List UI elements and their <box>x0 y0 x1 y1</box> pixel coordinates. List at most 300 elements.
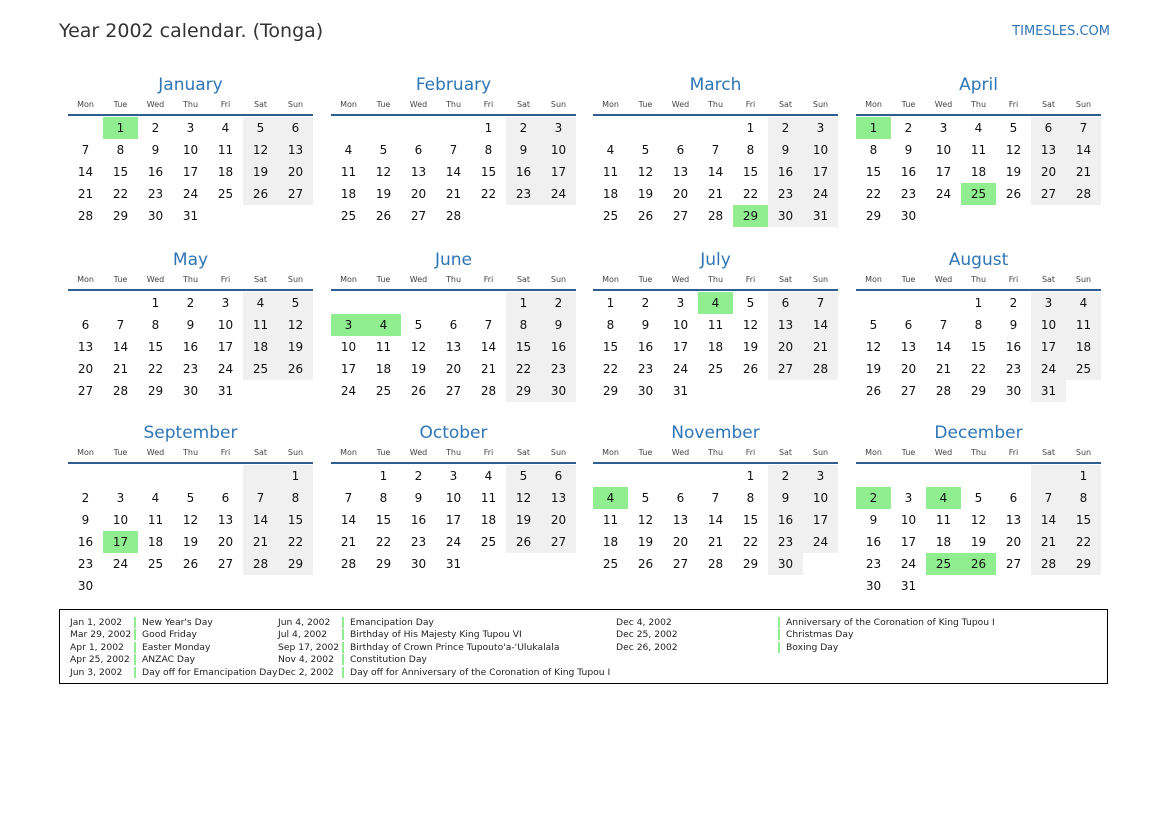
holiday-name: Constitution Day <box>350 654 427 666</box>
day-cell: 25 <box>217 187 234 201</box>
empty-cell <box>593 117 628 139</box>
day-cell: 22 <box>506 358 541 380</box>
weekday-label: Thu <box>182 448 199 457</box>
day-cell: 8 <box>484 143 493 157</box>
day-cell: 4 <box>974 121 983 135</box>
day-cell: 25 <box>243 358 278 380</box>
day-cell: 25 <box>480 535 497 549</box>
empty-cell <box>401 117 436 139</box>
day-cell: 12 <box>970 513 987 527</box>
day-cell: 16 <box>506 161 541 183</box>
day-cell: 12 <box>637 165 654 179</box>
weekday-label: Wed <box>409 448 428 457</box>
day-cell: 29 <box>112 209 129 223</box>
day-cell: 2 <box>414 469 423 483</box>
site-link[interactable]: TIMESLES.COM <box>1012 24 1110 39</box>
weekday-label: Sun <box>1075 275 1092 284</box>
day-grid <box>68 465 313 597</box>
weekday-label: Wed <box>146 448 165 457</box>
day-cell: 24 <box>803 183 838 205</box>
weekday-header <box>856 98 1101 112</box>
month-title: May <box>172 250 209 270</box>
day-cell: 13 <box>217 513 234 527</box>
header-rule <box>331 289 576 291</box>
empty-cell <box>68 292 103 314</box>
day-cell: 27 <box>541 531 576 553</box>
day-cell: 14 <box>445 165 462 179</box>
day-cell: 20 <box>445 362 462 376</box>
day-cell: 22 <box>147 362 164 376</box>
day-cell: 27 <box>1031 183 1066 205</box>
weekday-header <box>856 446 1101 460</box>
day-cell: 16 <box>865 535 882 549</box>
day-cell: 22 <box>742 535 759 549</box>
weekday-label: Mon <box>865 100 882 109</box>
day-cell: 21 <box>480 362 497 376</box>
day-cell: 18 <box>602 535 619 549</box>
day-cell: 15 <box>970 340 987 354</box>
day-cell: 28 <box>935 384 952 398</box>
weekday-label: Fri <box>745 275 756 284</box>
weekday-label: Wed <box>934 100 953 109</box>
weekday-label: Fri <box>220 275 231 284</box>
day-cell: 9 <box>904 143 913 157</box>
day-cell: 20 <box>77 362 94 376</box>
day-cell: 15 <box>480 165 497 179</box>
weekday-label: Mon <box>602 448 619 457</box>
holiday-name: New Year's Day <box>142 616 213 628</box>
day-cell: 8 <box>379 491 388 505</box>
holiday-marker <box>342 629 344 640</box>
weekday-label: Wed <box>671 275 690 284</box>
weekday-label: Sun <box>287 275 304 284</box>
holiday-date: Jan 1, 2002 <box>70 616 123 628</box>
weekday-label: Sat <box>778 448 793 457</box>
day-cell: 23 <box>182 362 199 376</box>
day-cell: 7 <box>711 143 720 157</box>
day-cell: 17 <box>935 165 952 179</box>
empty-cell <box>138 465 173 487</box>
weekday-label: Mon <box>602 100 619 109</box>
day-cell: 28 <box>1031 553 1066 575</box>
day-cell: 31 <box>217 384 234 398</box>
holiday-marker <box>342 654 344 665</box>
day-cell: 18 <box>480 513 497 527</box>
day-cell: 25 <box>1066 358 1101 380</box>
day-cell: 17 <box>445 513 462 527</box>
weekday-label: Thu <box>707 100 724 109</box>
day-cell: 18 <box>147 535 164 549</box>
month-title: April <box>959 75 998 95</box>
holiday-name: Emancipation Day <box>350 616 434 628</box>
day-cell: 14 <box>707 165 724 179</box>
day-cell: 11 <box>602 513 619 527</box>
weekday-label: Sat <box>516 275 531 284</box>
month-july <box>593 249 838 402</box>
day-cell: 10 <box>340 340 357 354</box>
day-cell: 2 <box>541 292 576 314</box>
day-cell: 18 <box>340 187 357 201</box>
month-title: November <box>671 423 760 443</box>
weekday-label: Wed <box>934 448 953 457</box>
header-rule <box>856 114 1101 116</box>
holiday-name: Easter Monday <box>142 641 211 653</box>
day-cell: 18 <box>602 187 619 201</box>
day-cell: 10 <box>112 513 129 527</box>
month-february <box>331 74 576 227</box>
holiday-row <box>778 629 995 642</box>
day-cell: 4 <box>484 469 493 483</box>
day-cell: 20 <box>672 187 689 201</box>
weekday-label: Mon <box>865 275 882 284</box>
day-cell: 28 <box>340 557 357 571</box>
month-october <box>331 422 576 575</box>
day-cell: 12 <box>506 487 541 509</box>
day-cell: 21 <box>1031 531 1066 553</box>
day-cell: 7 <box>711 491 720 505</box>
day-cell: 26 <box>1005 187 1022 201</box>
day-cell: 29 <box>970 384 987 398</box>
day-cell: 21 <box>445 187 462 201</box>
day-cell: 14 <box>935 340 952 354</box>
empty-cell <box>1066 575 1101 597</box>
month-january <box>68 74 313 227</box>
month-june <box>331 249 576 402</box>
day-cell: 6 <box>1009 491 1018 505</box>
day-cell: 1 <box>974 296 983 310</box>
empty-cell <box>996 205 1031 227</box>
weekday-label: Thu <box>970 275 987 284</box>
empty-cell <box>1031 205 1066 227</box>
weekday-label: Sun <box>812 100 829 109</box>
day-cell: 27 <box>672 209 689 223</box>
day-cell: 22 <box>480 187 497 201</box>
weekday-label: Thu <box>445 448 462 457</box>
day-cell: 28 <box>480 384 497 398</box>
empty-cell <box>961 465 996 487</box>
day-cell: 24 <box>803 531 838 553</box>
day-cell: 7 <box>344 491 353 505</box>
day-cell: 13 <box>672 165 689 179</box>
weekday-label: Mon <box>865 448 882 457</box>
empty-cell <box>1066 205 1101 227</box>
day-grid <box>593 465 838 575</box>
holiday-marker <box>134 617 136 628</box>
day-cell: 4 <box>926 487 961 509</box>
day-cell: 9 <box>186 318 195 332</box>
day-cell: 13 <box>77 340 94 354</box>
empty-cell <box>331 292 366 314</box>
empty-cell <box>1031 465 1066 487</box>
day-cell: 3 <box>186 121 195 135</box>
day-cell: 8 <box>278 487 313 509</box>
empty-cell <box>243 205 278 227</box>
empty-cell <box>366 292 401 314</box>
month-title: January <box>158 75 223 95</box>
day-cell: 26 <box>637 209 654 223</box>
day-cell: 18 <box>1066 336 1101 358</box>
day-cell: 13 <box>1005 513 1022 527</box>
holiday-list <box>59 609 1108 684</box>
day-cell: 1 <box>606 296 615 310</box>
header-rule <box>68 114 313 116</box>
month-may <box>68 249 313 402</box>
day-cell: 17 <box>900 535 917 549</box>
day-cell: 6 <box>1031 117 1066 139</box>
day-cell: 15 <box>602 340 619 354</box>
day-cell: 1 <box>103 117 138 139</box>
month-march <box>593 74 838 227</box>
day-cell: 17 <box>672 340 689 354</box>
day-cell: 26 <box>243 183 278 205</box>
day-cell: 1 <box>506 292 541 314</box>
empty-cell <box>1031 575 1066 597</box>
weekday-header <box>331 273 576 287</box>
weekday-label: Mon <box>340 275 357 284</box>
day-cell: 3 <box>116 491 125 505</box>
day-cell: 16 <box>768 509 803 531</box>
day-cell: 14 <box>243 509 278 531</box>
weekday-label: Sun <box>550 275 567 284</box>
day-cell: 12 <box>742 318 759 332</box>
day-cell: 25 <box>602 557 619 571</box>
empty-cell <box>628 465 663 487</box>
weekday-label: Sun <box>1075 448 1092 457</box>
day-cell: 30 <box>541 380 576 402</box>
empty-cell <box>541 205 576 227</box>
weekday-label: Sat <box>516 448 531 457</box>
day-cell: 13 <box>445 340 462 354</box>
weekday-label: Sun <box>550 100 567 109</box>
day-cell: 19 <box>865 362 882 376</box>
day-cell: 24 <box>541 183 576 205</box>
day-cell: 17 <box>803 161 838 183</box>
day-grid <box>331 117 576 227</box>
day-cell: 31 <box>182 209 199 223</box>
day-cell: 10 <box>1031 314 1066 336</box>
day-cell: 21 <box>340 535 357 549</box>
day-cell: 5 <box>506 465 541 487</box>
month-title: September <box>143 423 238 443</box>
day-cell: 1 <box>151 296 160 310</box>
weekday-label: Sat <box>1041 275 1056 284</box>
weekday-label: Fri <box>1008 275 1019 284</box>
day-cell: 8 <box>869 143 878 157</box>
empty-cell <box>366 117 401 139</box>
month-title: June <box>434 250 473 270</box>
day-cell: 17 <box>541 161 576 183</box>
day-cell: 1 <box>746 121 755 135</box>
empty-cell <box>856 292 891 314</box>
day-cell: 23 <box>637 362 654 376</box>
day-cell: 17 <box>1031 336 1066 358</box>
day-cell: 20 <box>410 187 427 201</box>
day-cell: 17 <box>217 340 234 354</box>
day-cell: 22 <box>602 362 619 376</box>
day-cell: 14 <box>1031 509 1066 531</box>
day-cell: 30 <box>77 579 94 593</box>
weekday-label: Thu <box>182 100 199 109</box>
empty-cell <box>593 465 628 487</box>
empty-cell <box>1066 380 1101 402</box>
day-cell: 12 <box>637 513 654 527</box>
weekday-label: Thu <box>445 275 462 284</box>
day-cell: 10 <box>935 143 952 157</box>
day-cell: 6 <box>541 465 576 487</box>
month-title: October <box>419 423 488 443</box>
empty-cell <box>698 465 733 487</box>
weekday-label: Fri <box>483 448 494 457</box>
day-cell: 4 <box>344 143 353 157</box>
day-cell: 25 <box>375 384 392 398</box>
day-cell: 30 <box>768 205 803 227</box>
holiday-row <box>278 666 610 679</box>
day-cell: 25 <box>926 553 961 575</box>
empty-cell <box>173 575 208 597</box>
day-grid <box>593 292 838 402</box>
day-cell: 27 <box>278 183 313 205</box>
empty-cell <box>891 465 926 487</box>
day-cell: 14 <box>480 340 497 354</box>
day-cell: 8 <box>746 143 755 157</box>
day-cell: 26 <box>410 384 427 398</box>
day-cell: 16 <box>768 161 803 183</box>
holiday-name: Day off for Anniversary of the Coronation of King Tupou I <box>350 666 611 678</box>
day-cell: 8 <box>1066 487 1101 509</box>
empty-cell <box>278 575 313 597</box>
weekday-label: Wed <box>671 448 690 457</box>
month-november <box>593 422 838 575</box>
day-cell: 15 <box>278 509 313 531</box>
day-cell: 28 <box>707 557 724 571</box>
weekday-header <box>856 273 1101 287</box>
day-cell: 15 <box>865 165 882 179</box>
header-rule <box>593 114 838 116</box>
day-cell: 16 <box>410 513 427 527</box>
day-cell: 30 <box>410 557 427 571</box>
day-cell: 11 <box>217 143 234 157</box>
weekday-label: Sat <box>253 448 268 457</box>
day-cell: 13 <box>900 340 917 354</box>
empty-cell <box>208 205 243 227</box>
holiday-date: Jul 4, 2002 <box>278 629 328 641</box>
day-cell: 18 <box>707 340 724 354</box>
day-grid <box>68 117 313 227</box>
day-cell: 2 <box>641 296 650 310</box>
weekday-label: Tue <box>376 448 391 457</box>
day-cell: 3 <box>449 469 458 483</box>
empty-cell <box>698 117 733 139</box>
empty-cell <box>471 553 506 575</box>
day-cell: 2 <box>904 121 913 135</box>
day-cell: 15 <box>375 513 392 527</box>
day-cell: 12 <box>278 314 313 336</box>
day-cell: 13 <box>278 139 313 161</box>
weekday-label: Thu <box>970 448 987 457</box>
holiday-column-3-names <box>778 616 995 654</box>
day-cell: 7 <box>449 143 458 157</box>
day-cell: 29 <box>1066 553 1101 575</box>
day-cell: 9 <box>414 491 423 505</box>
day-cell: 21 <box>77 187 94 201</box>
empty-cell <box>541 553 576 575</box>
weekday-label: Sun <box>1075 100 1092 109</box>
day-cell: 10 <box>445 491 462 505</box>
weekday-label: Mon <box>340 100 357 109</box>
holiday-row <box>278 641 610 654</box>
day-cell: 26 <box>961 553 996 575</box>
day-cell: 10 <box>803 139 838 161</box>
day-cell: 27 <box>768 358 803 380</box>
day-cell: 19 <box>637 535 654 549</box>
empty-cell <box>996 465 1031 487</box>
day-cell: 3 <box>1031 292 1066 314</box>
day-cell: 11 <box>707 318 724 332</box>
weekday-label: Sun <box>550 448 567 457</box>
day-cell: 27 <box>77 384 94 398</box>
day-cell: 4 <box>243 292 278 314</box>
day-grid <box>593 117 838 227</box>
weekday-label: Thu <box>445 100 462 109</box>
day-cell: 23 <box>541 358 576 380</box>
month-december <box>856 422 1101 597</box>
day-cell: 5 <box>641 143 650 157</box>
day-cell: 7 <box>484 318 493 332</box>
weekday-label: Wed <box>934 275 953 284</box>
day-cell: 28 <box>77 209 94 223</box>
holiday-marker <box>778 629 780 640</box>
empty-cell <box>243 575 278 597</box>
empty-cell <box>926 575 961 597</box>
day-cell: 29 <box>865 209 882 223</box>
day-cell: 29 <box>742 557 759 571</box>
day-cell: 24 <box>217 362 234 376</box>
empty-cell <box>628 117 663 139</box>
day-grid <box>331 465 576 575</box>
day-cell: 16 <box>182 340 199 354</box>
day-cell: 27 <box>217 557 234 571</box>
day-cell: 12 <box>182 513 199 527</box>
day-cell: 20 <box>541 509 576 531</box>
month-title: December <box>934 423 1023 443</box>
empty-cell <box>856 465 891 487</box>
day-cell: 15 <box>506 336 541 358</box>
day-cell: 20 <box>217 535 234 549</box>
day-cell: 6 <box>278 117 313 139</box>
day-cell: 11 <box>602 165 619 179</box>
weekday-label: Tue <box>901 448 916 457</box>
weekday-label: Wed <box>146 100 165 109</box>
day-cell: 14 <box>803 314 838 336</box>
weekday-label: Mon <box>602 275 619 284</box>
day-cell: 12 <box>410 340 427 354</box>
day-cell: 4 <box>366 314 401 336</box>
day-cell: 14 <box>112 340 129 354</box>
empty-cell <box>103 575 138 597</box>
day-cell: 12 <box>243 139 278 161</box>
weekday-header <box>68 273 313 287</box>
empty-cell <box>138 575 173 597</box>
header-rule <box>331 114 576 116</box>
day-cell: 6 <box>676 491 685 505</box>
day-cell: 26 <box>506 531 541 553</box>
day-cell: 4 <box>593 487 628 509</box>
weekday-label: Fri <box>483 100 494 109</box>
day-cell: 3 <box>221 296 230 310</box>
day-cell: 19 <box>410 362 427 376</box>
day-cell: 29 <box>733 205 768 227</box>
day-cell: 13 <box>541 487 576 509</box>
